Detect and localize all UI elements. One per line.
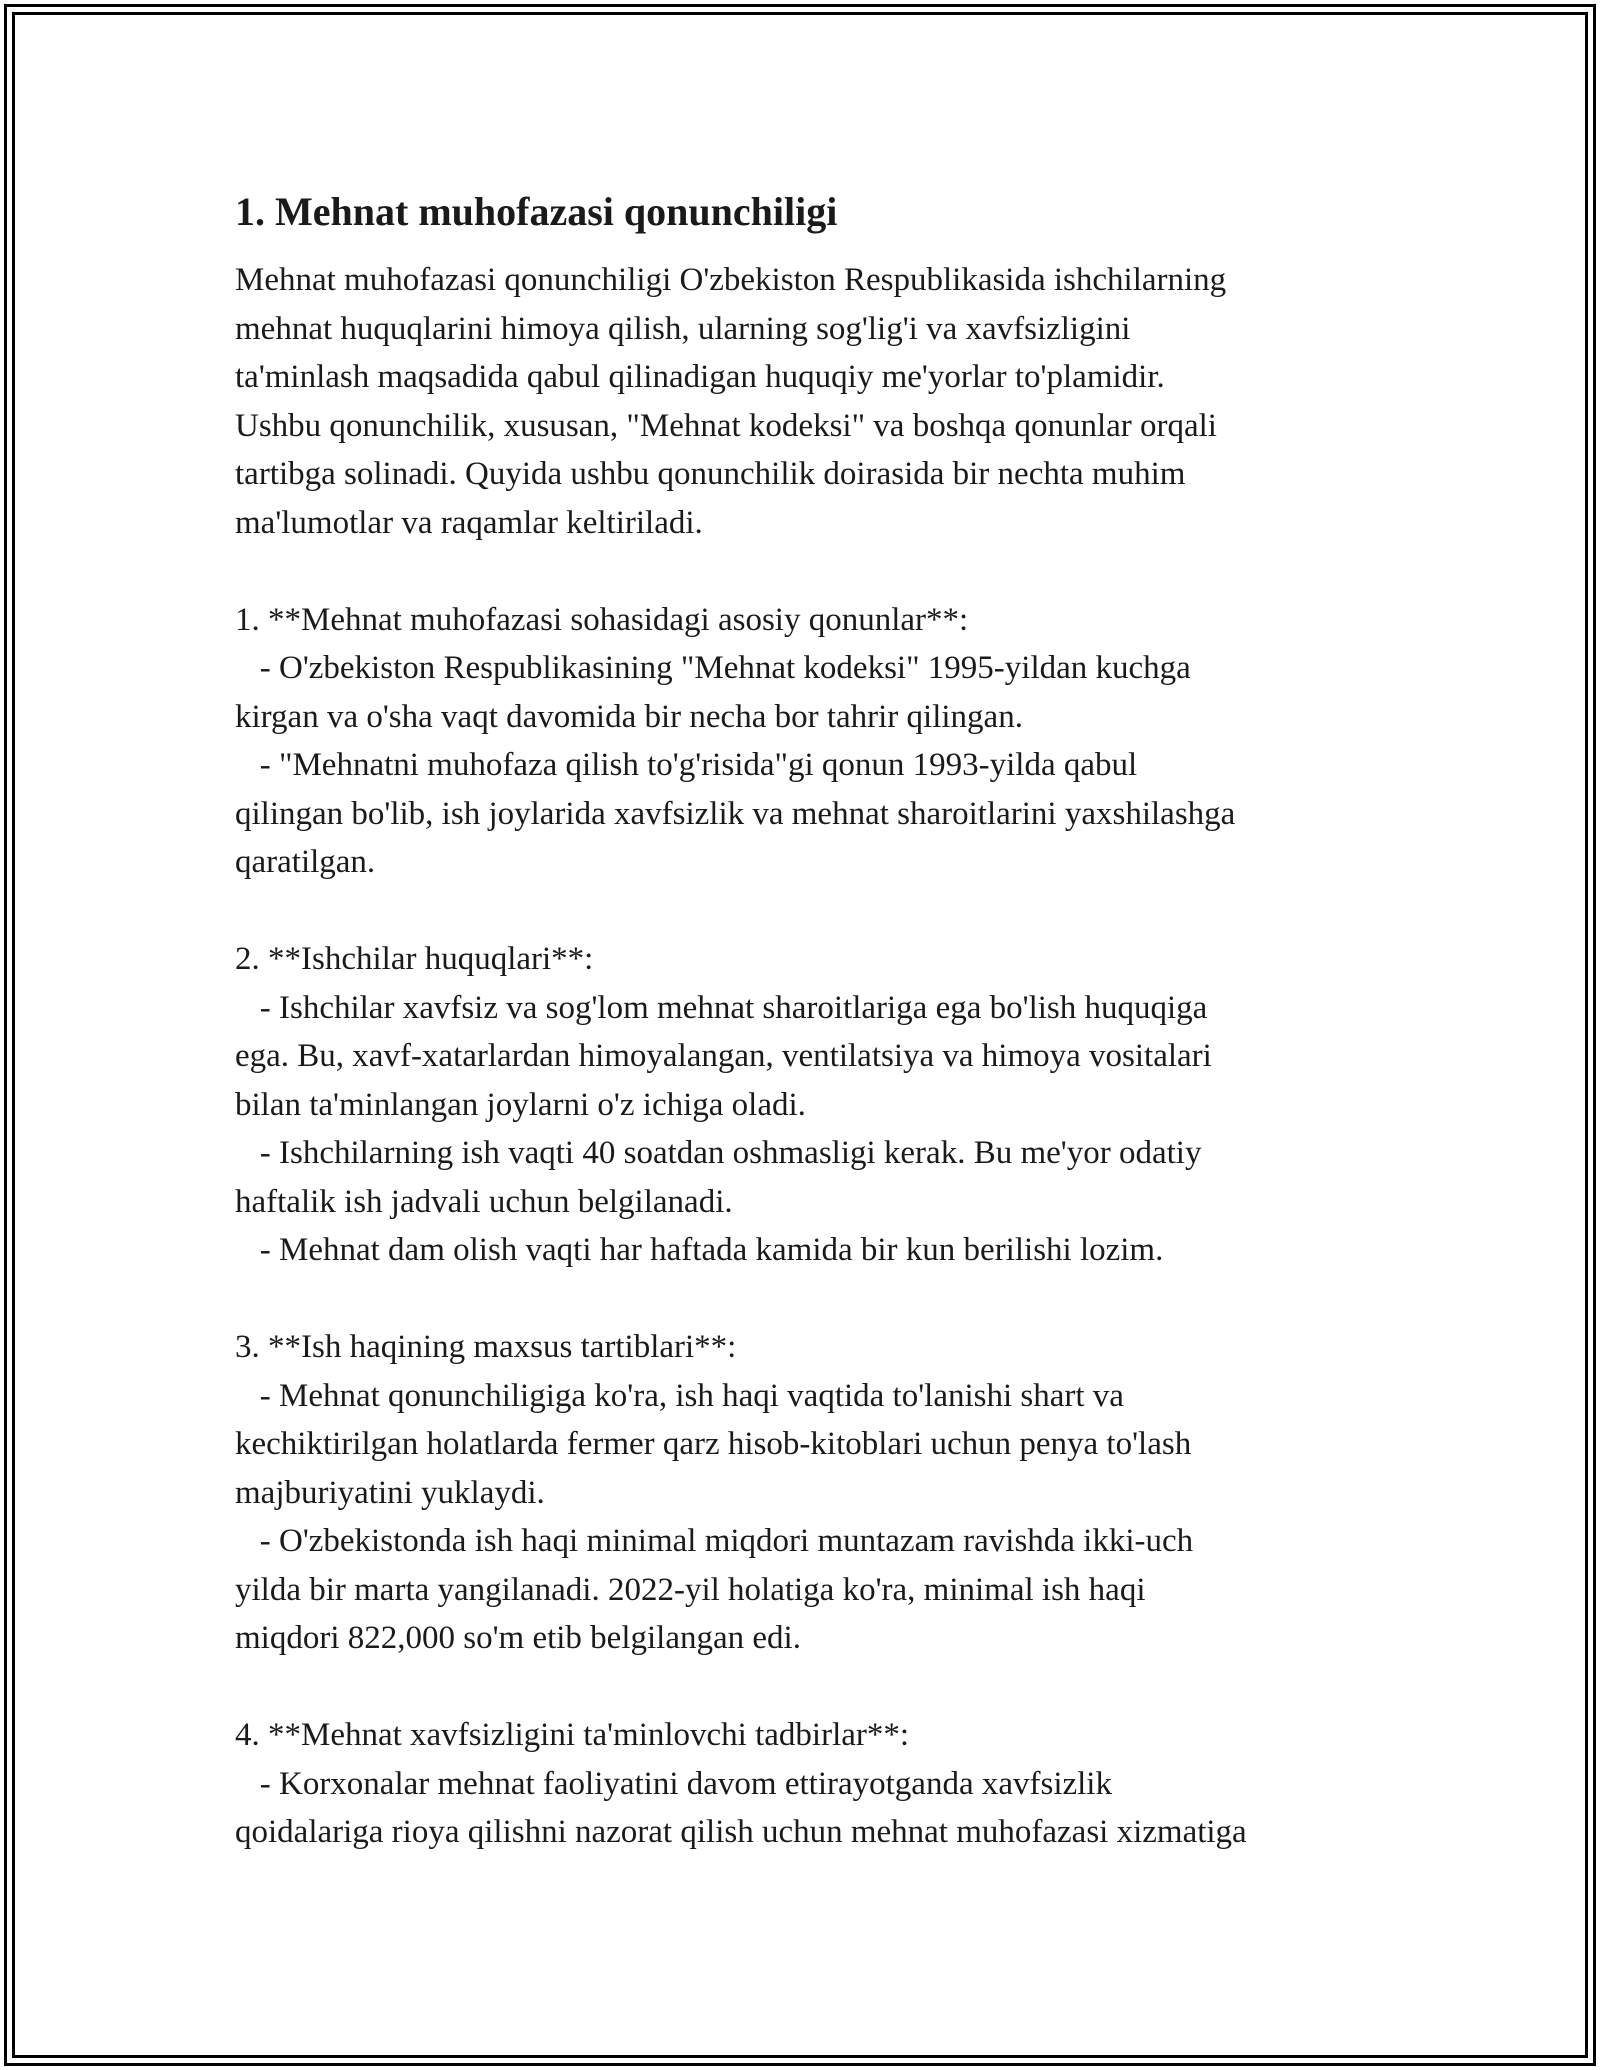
- blank-line: [235, 547, 1385, 596]
- section-3-heading: 3. **Ish haqining maxsus tartiblari**:: [235, 1329, 737, 1365]
- section-2-bullet-2: - Ishchilarning ish vaqti 40 soatdan oshmasligi kerak. Bu me'yor odatiy haftalik ish jadvali uchun belgilanadi.: [235, 1135, 1202, 1220]
- blank-line: [235, 887, 1385, 936]
- section-2-bullet-3: - Mehnat dam olish vaqti har haftada kamida bir kun berilishi lozim.: [235, 1232, 1164, 1268]
- section-4-bullet-1: - Korxonalar mehnat faoliyatini davom ettirayotganda xavfsizlik qoidalariga rioya qilishni nazorat qilish uchun mehnat muhofazasi xizmatiga: [235, 1765, 1247, 1850]
- section-2-bullet-1: - Ishchilar xavfsiz va sog'lom mehnat sharoitlariga ega bo'lish huquqiga ega. Bu, xavf-xatarlardan himoyalangan, ventilatsiya va himoya vositalari bilan ta'minlangan joylarni o'z ichiga oladi.: [235, 989, 1212, 1123]
- document-title: 1. Mehnat muhofazasi qonunchiligi: [235, 189, 838, 234]
- section-1-heading: 1. **Mehnat muhofazasi sohasidagi asosiy qonunlar**:: [235, 601, 969, 638]
- blank-line: [235, 1663, 1385, 1712]
- section-2-heading: 2. **Ishchilar huquqlari**:: [235, 941, 594, 977]
- section-3-bullet-1: - Mehnat qonunchiligiga ko'ra, ish haqi vaqtida to'lanishi shart va kechiktirilgan holatlarda fermer qarz hisob-kitoblari uchun penya to'lash majburiyatini yuklaydi.: [235, 1377, 1192, 1511]
- document-body: [235, 186, 1385, 1857]
- intro-paragraph: Mehnat muhofazasi qonunchiligi O'zbekiston Respublikasida ishchilarning mehnat huquqlarini himoya qilish, ularning sog'lig'i va xavfsizligini ta'minlash maqsadida qabul qilinadigan huquqiy me'yorlar to'plamidir. Ushbu qonunchilik, xususan, "Mehnat kodeksi" va boshqa qonunlar orqali tartibga solinadi. Quyida ushbu qonunchilik doirasida bir nechta muhim ma'lumotlar va raqamlar keltiriladi.: [235, 262, 1227, 541]
- blank-line: [235, 1275, 1385, 1324]
- section-1-bullet-1: - O'zbekiston Respublikasining "Mehnat kodeksi" 1995-yildan kuchga kirgan va o'sha vaqt davomida bir necha bor tahrir qilingan.: [235, 650, 1191, 735]
- section-4-heading: 4. **Mehnat xavfsizligini ta'minlovchi tadbirlar**:: [235, 1717, 910, 1753]
- section-3-bullet-2: - O'zbekistonda ish haqi minimal miqdori muntazam ravishda ikki-uch yilda bir marta yangilanadi. 2022-yil holatiga ko'ra, minimal ish haqi miqdori 822,000 so'm etib belgilangan edi.: [235, 1523, 1194, 1656]
- section-1-bullet-2: - "Mehnatni muhofaza qilish to'g'risida"gi qonun 1993-yilda qabul qilingan bo'lib, ish joylarida xavfsizlik va mehnat sharoitlarini yaxshilashga qaratilgan.: [235, 747, 1236, 880]
